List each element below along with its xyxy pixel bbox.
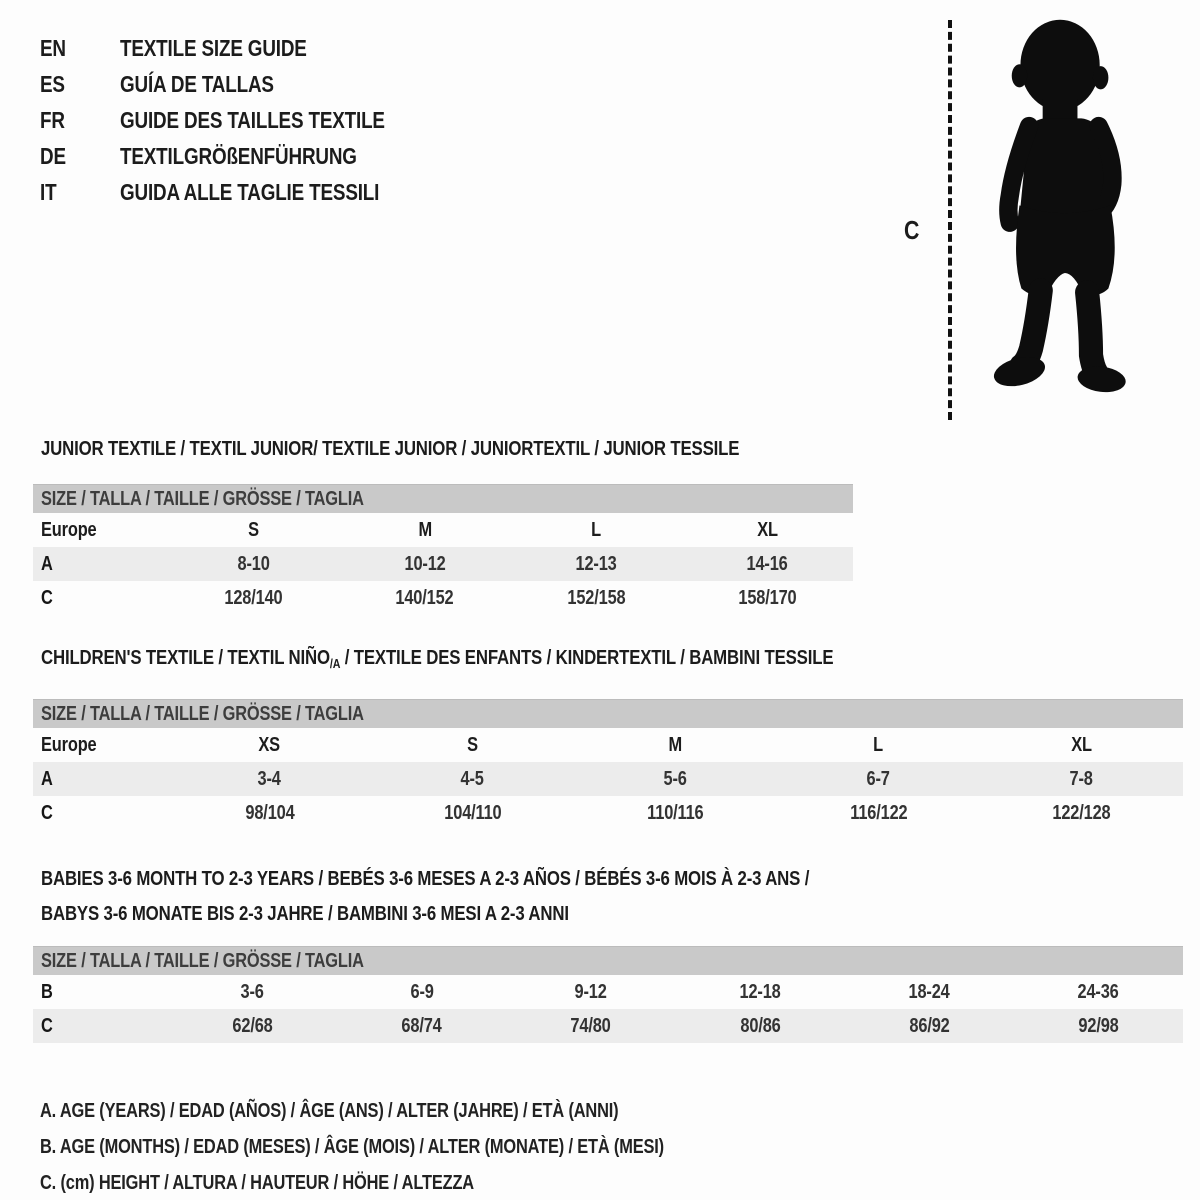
language-title-list bbox=[40, 30, 443, 210]
language-row-it bbox=[40, 174, 443, 210]
language-row-en bbox=[40, 30, 443, 66]
value-cell: 98/104 bbox=[244, 801, 295, 824]
row-label-cell: B bbox=[41, 980, 53, 1003]
value-cell: 24-36 bbox=[1077, 980, 1119, 1003]
junior-table-title: JUNIOR TEXTILE / TEXTIL JUNIOR/ TEXTILE JUNIOR / JUNIORTEXTIL / JUNIOR TESSILE bbox=[41, 437, 740, 460]
value-cell: 12-13 bbox=[575, 552, 617, 575]
children-row-height bbox=[33, 796, 1183, 830]
junior-table-header-bar: SIZE / TALLA / TAILLE / GRÖSSE / TAGLIA bbox=[33, 484, 853, 513]
children-table-title: CHILDREN'S TEXTILE / TEXTIL NIÑO/A / TEXTILE DES ENFANTS / KINDERTEXTIL / BAMBINI TESSILE bbox=[41, 646, 834, 671]
guide-title-es: GUÍA DE TALLAS bbox=[120, 71, 274, 97]
height-measure-line bbox=[948, 20, 952, 420]
language-row-fr bbox=[40, 102, 443, 138]
region-label-cell: Europe bbox=[41, 733, 97, 756]
babies-row-months bbox=[33, 975, 1183, 1009]
size-cell: XL bbox=[1071, 733, 1092, 756]
row-label-cell: A bbox=[41, 767, 53, 790]
babies-row-height bbox=[33, 1009, 1183, 1043]
junior-row-height bbox=[33, 581, 853, 615]
size-cell: S bbox=[248, 518, 260, 541]
language-row-es bbox=[40, 66, 443, 102]
guide-title-de: TEXTILGRÖßENFÜHRUNG bbox=[120, 143, 357, 169]
guide-title-it: GUIDA ALLE TAGLIE TESSILI bbox=[120, 179, 380, 205]
junior-size-label-row bbox=[33, 513, 853, 547]
value-cell: 80/86 bbox=[739, 1014, 781, 1037]
language-code: EN bbox=[40, 35, 66, 61]
measurement-figure bbox=[894, 10, 1162, 420]
measurement-legend bbox=[40, 1093, 1200, 1200]
children-size-table bbox=[33, 699, 1183, 830]
value-cell: 3-4 bbox=[257, 767, 282, 790]
region-label-cell: Europe bbox=[41, 518, 97, 541]
hero-section bbox=[0, 0, 1200, 420]
toddler-silhouette-icon bbox=[964, 12, 1160, 418]
legend-line-b: B. AGE (MONTHS) / EDAD (MESES) / ÂGE (MOIS) / ALTER (MONATE) / ETÀ (MESI) bbox=[40, 1136, 664, 1158]
language-code: DE bbox=[40, 143, 66, 169]
value-cell: 116/122 bbox=[849, 801, 908, 824]
value-cell: 152/158 bbox=[567, 586, 626, 609]
value-cell: 18-24 bbox=[908, 980, 950, 1003]
nino-a-subscript: /A bbox=[329, 656, 341, 671]
value-cell: 86/92 bbox=[909, 1014, 950, 1037]
value-cell: 110/116 bbox=[647, 801, 704, 824]
value-cell: 140/152 bbox=[395, 586, 454, 609]
value-cell: 122/128 bbox=[1052, 801, 1111, 824]
size-cell: XL bbox=[757, 518, 778, 541]
babies-table-title bbox=[33, 861, 1200, 931]
value-cell: 158/170 bbox=[738, 586, 797, 609]
value-cell: 68/74 bbox=[401, 1014, 442, 1037]
children-size-label-row bbox=[33, 728, 1183, 762]
row-label-cell: C bbox=[41, 801, 53, 824]
language-code: ES bbox=[40, 71, 65, 97]
children-table-header-bar: SIZE / TALLA / TAILLE / GRÖSSE / TAGLIA bbox=[33, 699, 1183, 728]
language-code: IT bbox=[40, 179, 57, 205]
value-cell: 92/98 bbox=[1078, 1014, 1119, 1037]
size-cell: XS bbox=[258, 733, 281, 756]
row-label-cell: A bbox=[41, 552, 53, 575]
legend-line-c: C. (cm) HEIGHT / ALTURA / HAUTEUR / HÖHE / ALTEZZA bbox=[40, 1172, 474, 1194]
value-cell: 12-18 bbox=[739, 980, 781, 1003]
value-cell: 128/140 bbox=[224, 586, 283, 609]
value-cell: 6-7 bbox=[866, 767, 891, 790]
value-cell: 8-10 bbox=[237, 552, 270, 575]
value-cell: 6-9 bbox=[410, 980, 434, 1003]
value-cell: 62/68 bbox=[232, 1014, 273, 1037]
language-code: FR bbox=[40, 107, 65, 133]
language-row-de bbox=[40, 138, 443, 174]
row-label-cell: C bbox=[41, 1014, 53, 1037]
babies-size-table bbox=[33, 946, 1183, 1043]
junior-row-age bbox=[33, 547, 853, 581]
value-cell: 14-16 bbox=[746, 552, 788, 575]
value-cell: 10-12 bbox=[404, 552, 446, 575]
junior-size-table bbox=[33, 484, 853, 615]
value-cell: 104/110 bbox=[443, 801, 502, 824]
legend-line-a: A. AGE (YEARS) / EDAD (AÑOS) / ÂGE (ANS) / ALTER (JAHRE) / ETÀ (ANNI) bbox=[40, 1100, 619, 1122]
value-cell: 74/80 bbox=[570, 1014, 612, 1037]
size-cell: L bbox=[873, 733, 884, 756]
children-row-age bbox=[33, 762, 1183, 796]
babies-title-line-2: BABYS 3-6 MONATE BIS 2-3 JAHRE / BAMBINI 3-6 MESI A 2-3 ANNI bbox=[41, 902, 569, 925]
value-cell: 7-8 bbox=[1069, 767, 1094, 790]
value-cell: 4-5 bbox=[460, 767, 485, 790]
size-cell: M bbox=[418, 518, 432, 541]
size-cell: L bbox=[591, 518, 602, 541]
babies-table-header-bar: SIZE / TALLA / TAILLE / GRÖSSE / TAGLIA bbox=[33, 946, 1183, 975]
size-cell: M bbox=[668, 733, 683, 756]
size-cell: S bbox=[467, 733, 478, 756]
height-measure-label: C bbox=[904, 215, 920, 245]
guide-title-fr: GUIDE DES TAILLES TEXTILE bbox=[120, 107, 385, 133]
row-label-cell: C bbox=[41, 586, 53, 609]
guide-title-en: TEXTILE SIZE GUIDE bbox=[120, 35, 307, 61]
babies-title-line-1: BABIES 3-6 MONTH TO 2-3 YEARS / BEBÉS 3-6 MESES A 2-3 AÑOS / BÉBÉS 3-6 MOIS À 2-3 ANS / bbox=[41, 867, 810, 890]
value-cell: 5-6 bbox=[663, 767, 688, 790]
value-cell: 3-6 bbox=[240, 980, 265, 1003]
value-cell: 9-12 bbox=[574, 980, 608, 1003]
